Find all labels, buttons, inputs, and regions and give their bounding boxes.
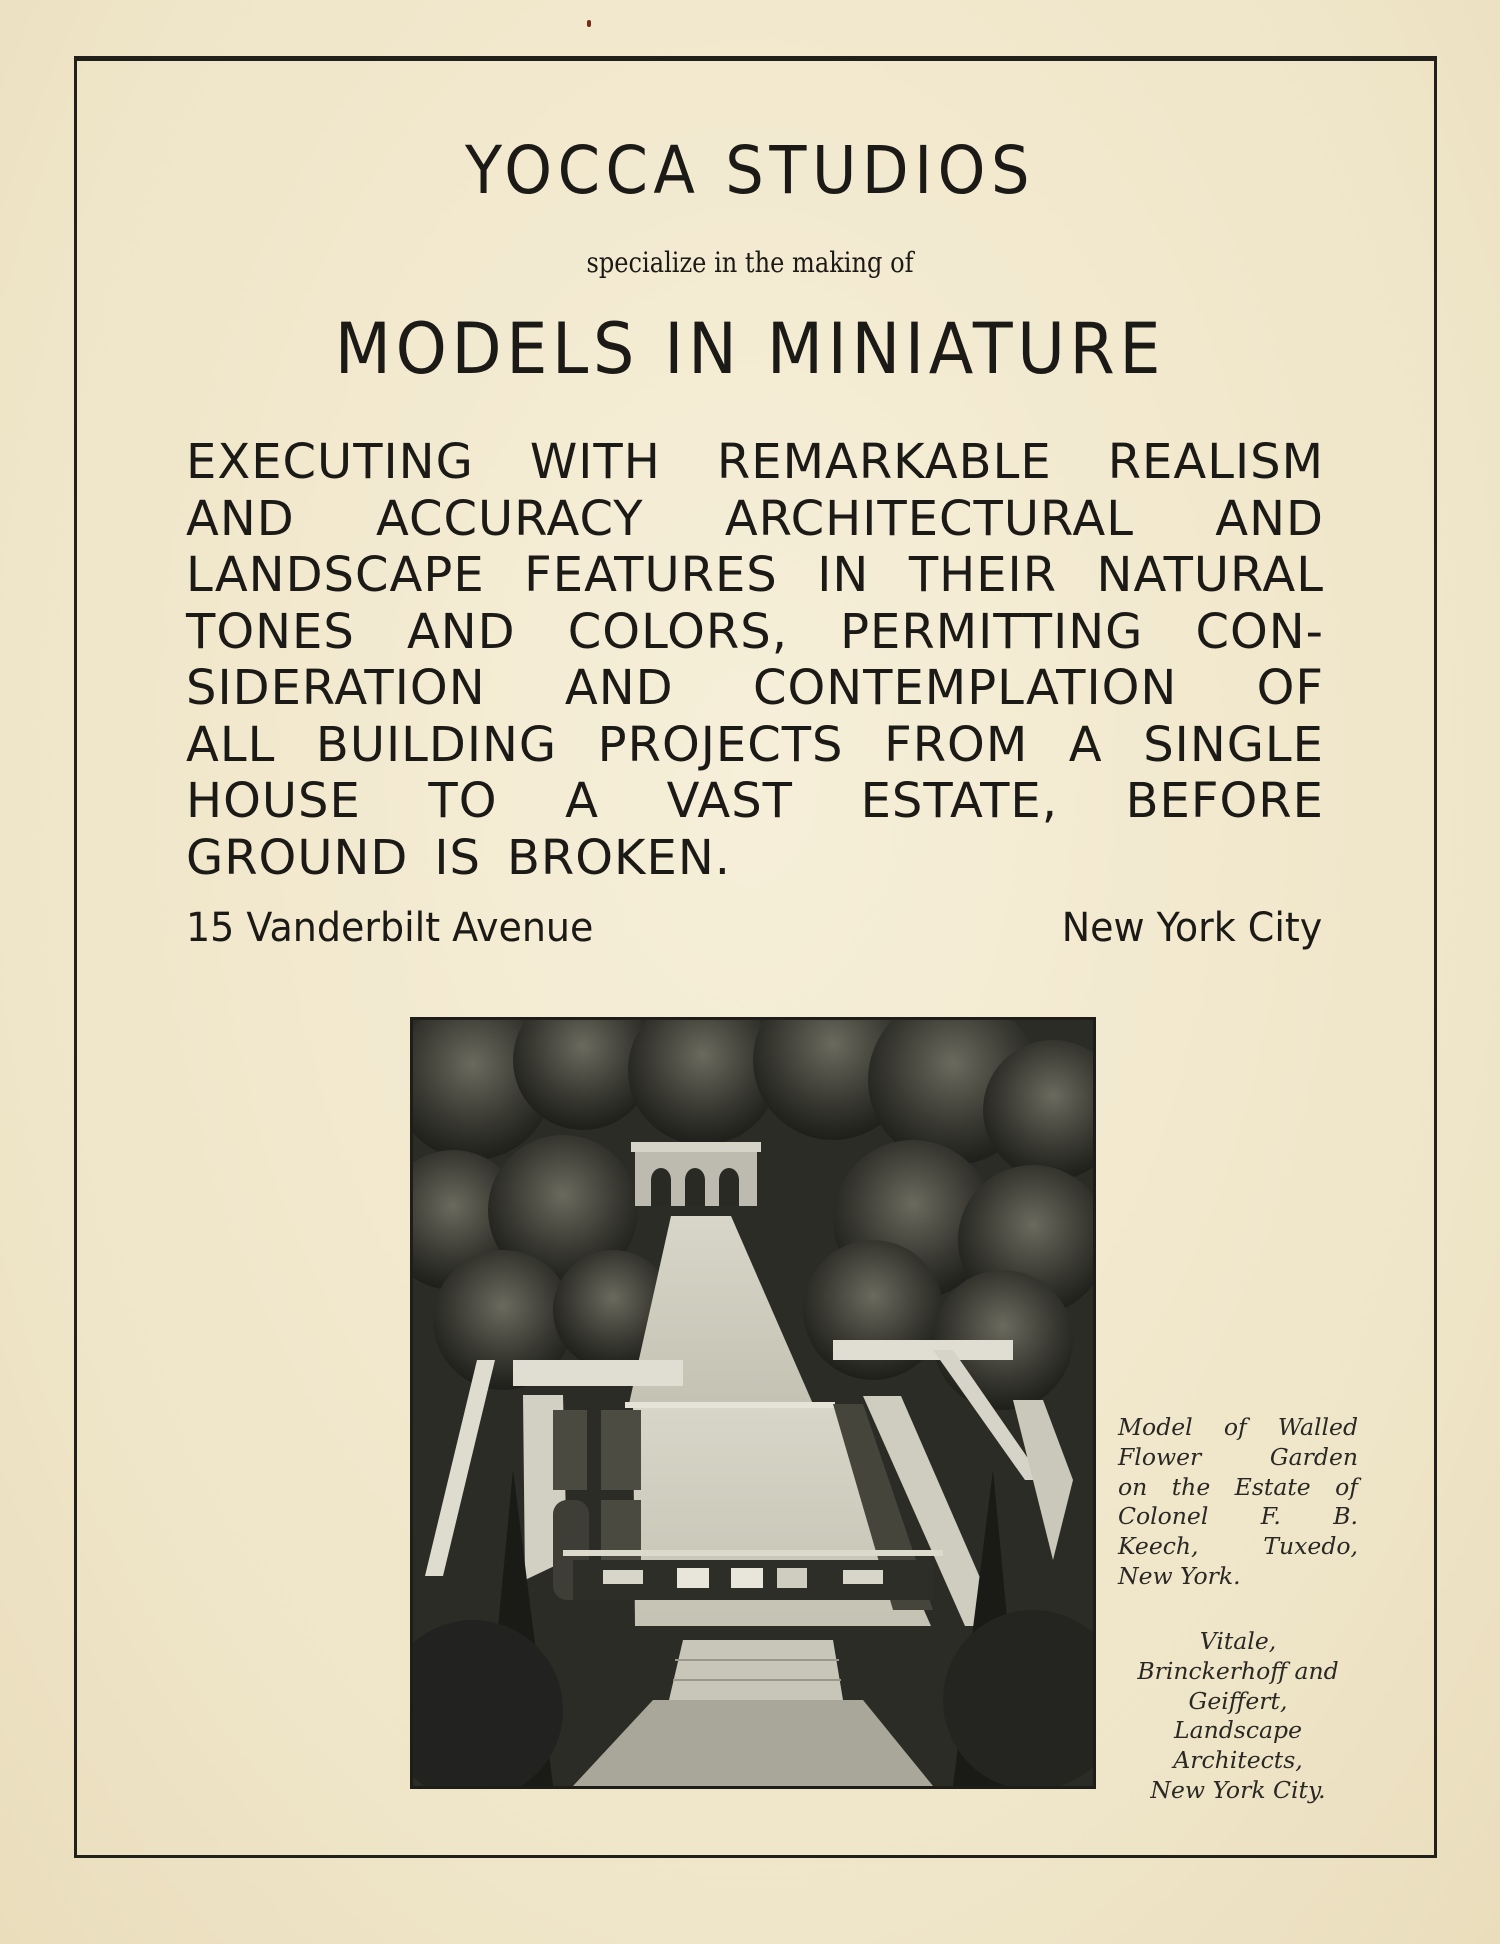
body-word: BUILDING	[315, 716, 558, 773]
body-word: EXECUTING	[186, 434, 474, 490]
body-line	[186, 547, 1324, 604]
body-line	[186, 717, 1324, 774]
caption-line: on the Estate of	[1118, 1472, 1358, 1501]
body-word: PROJECTS	[597, 716, 844, 773]
body-word: IS	[434, 829, 481, 886]
credit-line: New York City.	[1150, 1775, 1326, 1804]
street-address: 15 Vanderbilt Avenue	[186, 905, 594, 951]
body-word: OF	[1256, 660, 1324, 716]
body-word: TONES	[186, 603, 355, 660]
credit-line: Brinckerhoff and	[1137, 1656, 1339, 1685]
body-word: TO	[428, 773, 498, 829]
body-word: COLORS,	[567, 603, 788, 660]
body-word: CON-	[1195, 603, 1324, 660]
body-word: WITH	[529, 434, 661, 490]
body-word: BEFORE	[1125, 773, 1324, 829]
ink-speck	[587, 20, 591, 27]
caption-line: New York.	[1118, 1561, 1241, 1590]
body-word: ESTATE,	[860, 773, 1058, 829]
body-word: REALISM	[1107, 434, 1324, 490]
body-word: AND	[1215, 490, 1324, 547]
body-word: FROM	[884, 716, 1029, 773]
ad-headline: MODELS IN MINIATURE	[334, 308, 1166, 390]
city-address: New York City	[1061, 905, 1322, 951]
garden-photo-illustration	[413, 1020, 1093, 1786]
caption-line: Colonel F. B.	[1118, 1502, 1358, 1531]
credit-line: Architects,	[1173, 1746, 1303, 1775]
body-word: LANDSCAPE	[186, 547, 485, 603]
body-word: THEIR	[908, 547, 1058, 603]
body-word: PERMITTING	[840, 603, 1144, 660]
caption-line: Flower Garden	[1118, 1442, 1358, 1471]
credit-line: Vitale,	[1199, 1627, 1277, 1655]
body-line	[186, 434, 1324, 491]
photo-caption-credit	[1118, 1627, 1358, 1806]
body-line	[186, 491, 1324, 548]
body-word: NATURAL	[1096, 547, 1324, 603]
photo-caption-description	[1118, 1413, 1358, 1592]
ad-body-paragraph	[186, 434, 1324, 886]
body-word: ARCHITECTURAL	[724, 490, 1134, 547]
body-word: FEATURES	[524, 547, 778, 603]
body-word: AND	[406, 603, 516, 660]
body-word: ALL	[186, 716, 276, 773]
body-line	[186, 773, 1324, 830]
body-word: GROUND	[186, 829, 409, 886]
garden-model-photo	[410, 1017, 1096, 1789]
body-word: REMARKABLE	[716, 434, 1052, 490]
credit-line: Geiffert,	[1188, 1686, 1288, 1715]
body-word: AND	[564, 660, 674, 716]
body-word: A	[1068, 716, 1103, 773]
body-line	[186, 604, 1324, 661]
ad-title: YOCCA STUDIOS	[464, 132, 1036, 209]
body-line	[186, 660, 1324, 717]
body-word: AND	[186, 490, 295, 547]
body-word: BROKEN.	[506, 829, 731, 886]
garden-pavilion	[631, 1142, 761, 1206]
caption-line: Model of Walled	[1118, 1413, 1358, 1441]
caption-line: Keech, Tuxedo,	[1118, 1532, 1358, 1561]
body-word: IN	[817, 547, 870, 603]
credit-line: Landscape	[1174, 1716, 1302, 1745]
body-line	[186, 830, 1324, 887]
body-word: CONTEMPLATION	[752, 660, 1178, 716]
body-word: ACCURACY	[375, 490, 644, 547]
ad-subtitle: specialize in the making of	[586, 246, 914, 279]
body-word: VAST	[666, 773, 793, 829]
body-word: HOUSE	[186, 773, 361, 829]
body-word: SIDERATION	[186, 660, 486, 716]
body-word: SINGLE	[1143, 716, 1324, 773]
body-word: A	[565, 773, 599, 829]
